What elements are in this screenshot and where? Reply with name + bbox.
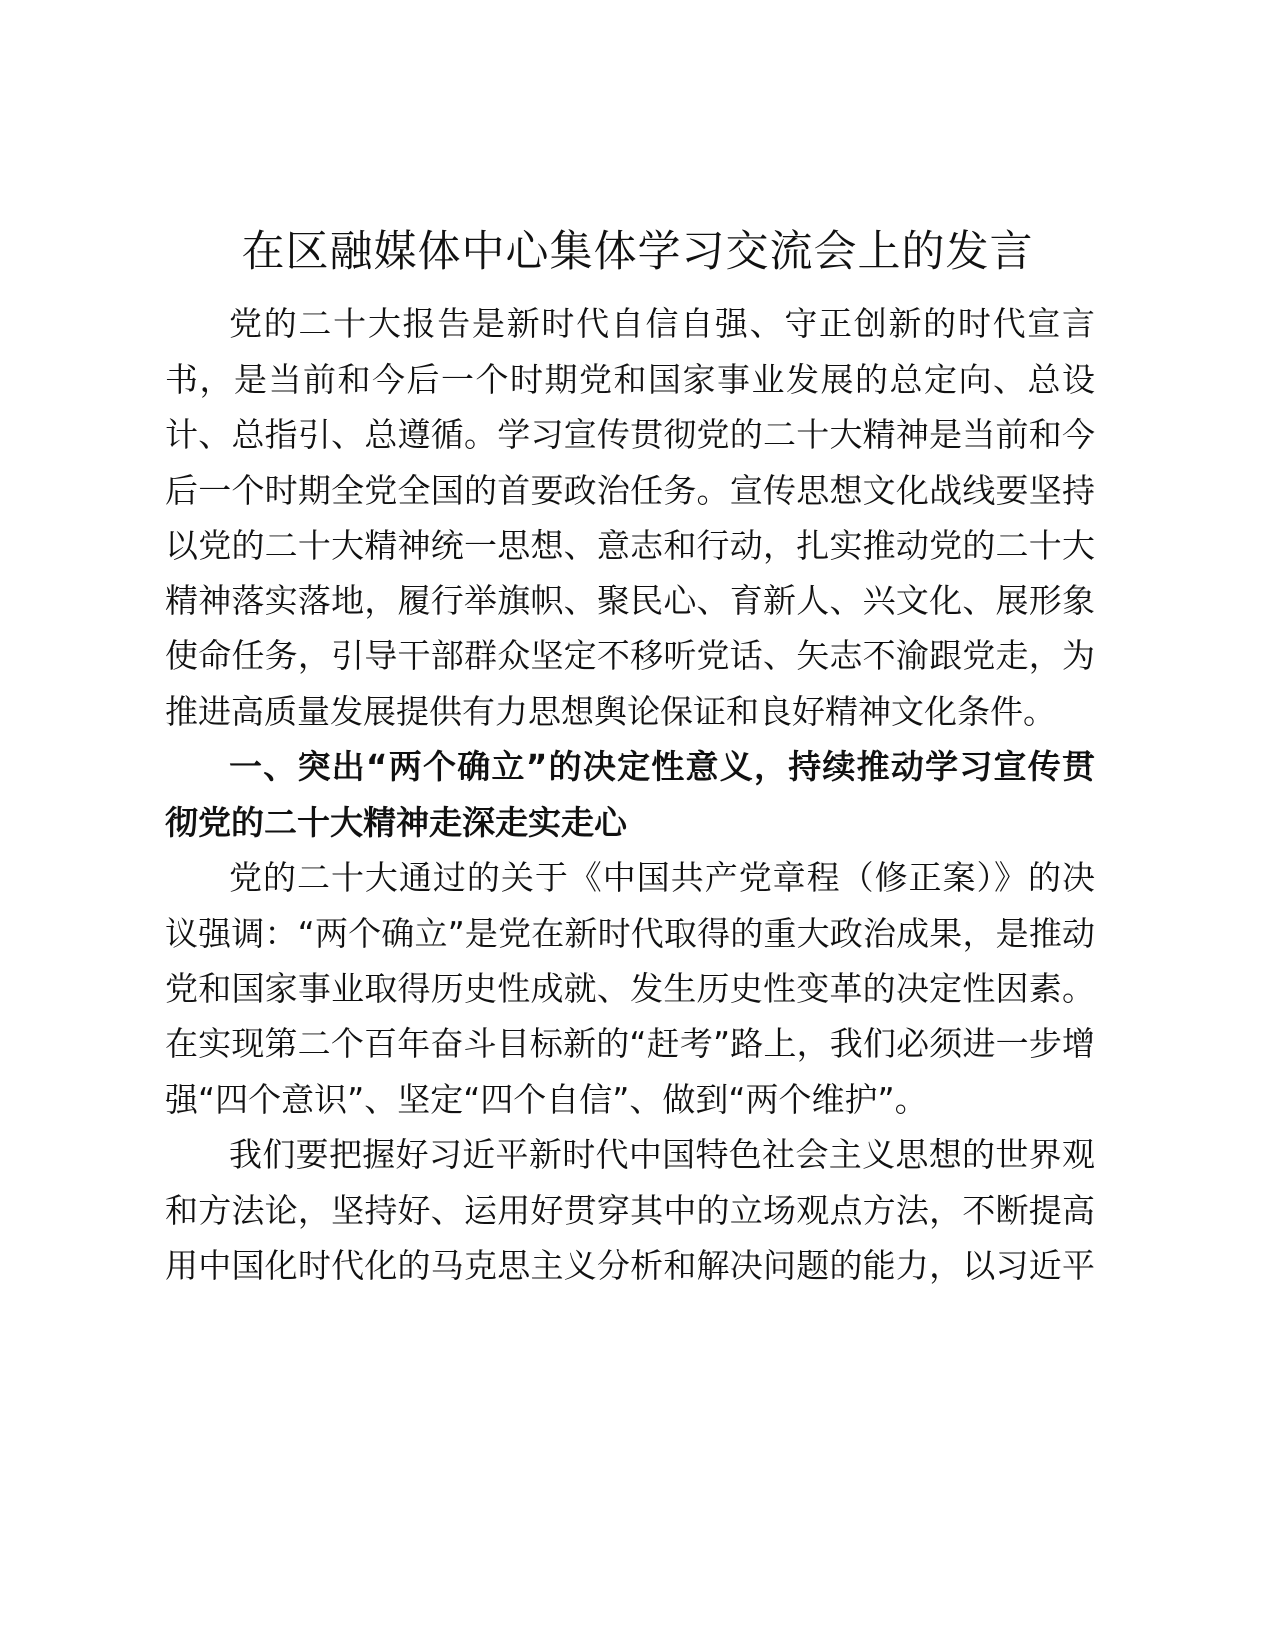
section-heading-1-line-1: 一、突出“两个确立”的决定性意义，持续推动学习宣传贯 bbox=[229, 747, 1095, 786]
paragraph-3-line-2: 和方法论，坚持好、运用好贯穿其中的立场观点方法，不断提高 bbox=[165, 1191, 1095, 1230]
paragraph-1-line-2: 书，是当前和今后一个时期党和国家事业发展的总定向、总设 bbox=[165, 360, 1095, 399]
paragraph-2-line-1: 党的二十大通过的关于《中国共产党章程（修正案）》的决 bbox=[229, 858, 1095, 897]
paragraph-2-line-3: 党和国家事业取得历史性成就、发生历史性变革的决定性因素。 bbox=[165, 969, 1095, 1008]
paragraph-1-line-6: 精神落实落地，履行举旗帜、聚民心、育新人、兴文化、展形象 bbox=[165, 581, 1095, 620]
paragraph-1-line-1: 党的二十大报告是新时代自信自强、守正创新的时代宣言 bbox=[229, 304, 1095, 343]
paragraph-2-line-4: 在实现第二个百年奋斗目标新的“赶考”路上，我们必须进一步增 bbox=[165, 1024, 1095, 1063]
paragraph-1-line-4: 后一个时期全党全国的首要政治任务。宣传思想文化战线要坚持 bbox=[165, 471, 1095, 510]
document-title: 在区融媒体中心集体学习交流会上的发言 bbox=[241, 227, 1034, 277]
paragraph-2-line-5: 强“四个意识”、坚定“四个自信”、做到“两个维护”。 bbox=[165, 1080, 928, 1119]
paragraph-3-line-1: 我们要把握好习近平新时代中国特色社会主义思想的世界观 bbox=[229, 1135, 1095, 1174]
paragraph-1-line-3: 计、总指引、总遵循。学习宣传贯彻党的二十大精神是当前和今 bbox=[165, 415, 1095, 454]
paragraph-1-line-7: 使命任务，引导干部群众坚定不移听党话、矢志不渝跟党走，为 bbox=[165, 636, 1095, 675]
paragraph-3-line-3: 用中国化时代化的马克思主义分析和解决问题的能力，以习近平 bbox=[165, 1246, 1095, 1285]
paragraph-1-line-8: 推进高质量发展提供有力思想舆论保证和良好精神文化条件。 bbox=[165, 692, 1056, 731]
paragraph-2-line-2: 议强调：“两个确立”是党在新时代取得的重大政治成果，是推动 bbox=[165, 914, 1095, 953]
paragraph-1-line-5: 以党的二十大精神统一思想、意志和行动，扎实推动党的二十大 bbox=[165, 526, 1095, 565]
section-heading-1-line-2: 彻党的二十大精神走深走实走心 bbox=[165, 803, 627, 842]
